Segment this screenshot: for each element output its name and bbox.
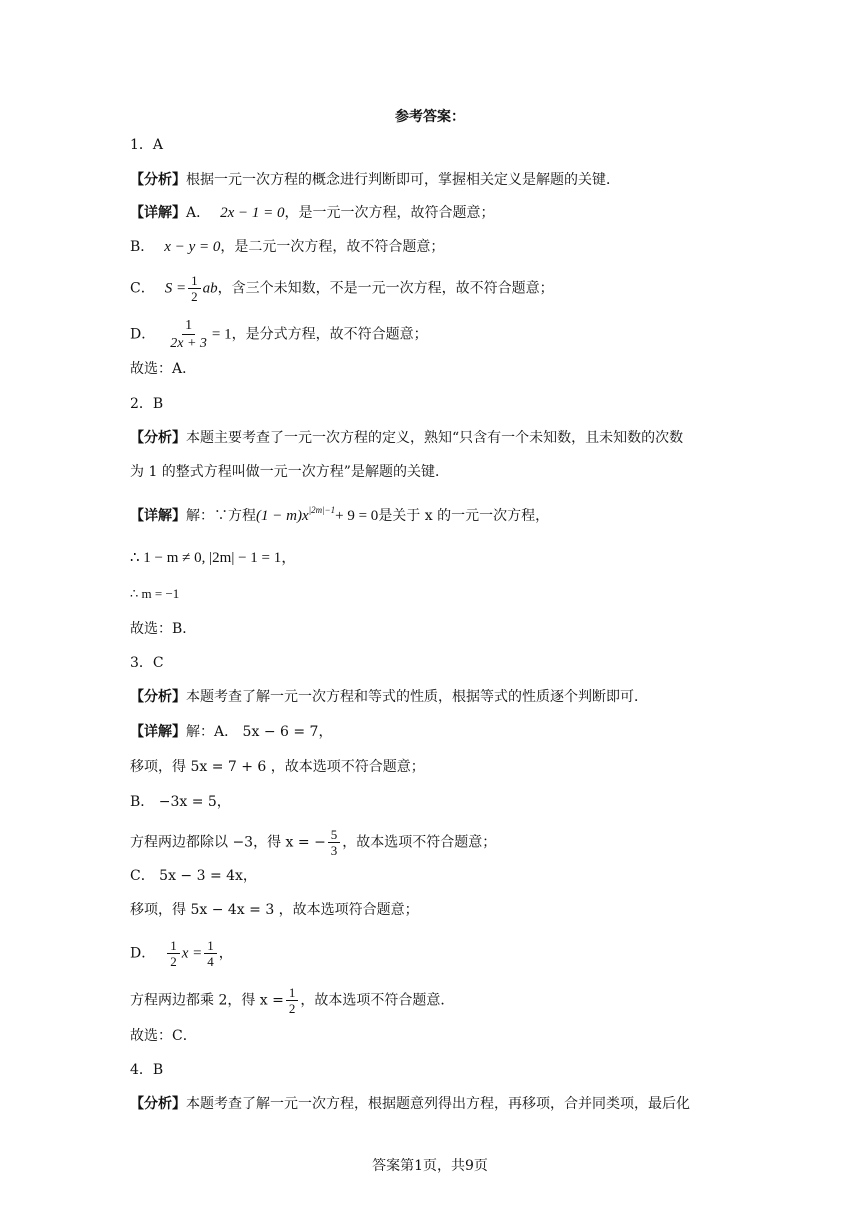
analysis-tag: 【分析】 xyxy=(130,1096,186,1112)
q4-number: 4．B xyxy=(130,1062,164,1078)
q1-number: 1．A xyxy=(130,137,164,153)
q2-analysis-2: 为 1 的整式方程叫做一元一次方程”是解题的关键． xyxy=(130,464,449,480)
detail-tag: 【详解】 xyxy=(130,724,186,740)
text-pre: 方程两边都乘 2，得 x = xyxy=(130,992,284,1009)
q2-detail xyxy=(130,500,549,526)
fraction xyxy=(286,985,299,1016)
text-pre: 方程两边都除以 −3，得 x = − xyxy=(130,834,326,851)
q2-step-2: ∴ m = −1 xyxy=(130,586,180,601)
text-post: ，故本选项不符合题意； xyxy=(342,834,497,851)
equation-right: ab xyxy=(202,280,218,297)
equation: x − y = 0 xyxy=(164,239,221,255)
q3-c-line: C． 5x − 3 = 4x， xyxy=(130,868,257,884)
q1-option-b xyxy=(130,237,444,257)
page-footer: 答案第1页，共9页 xyxy=(372,1158,488,1174)
detail-post: 是关于 x 的一元一次方程， xyxy=(378,508,550,524)
analysis-tag: 【分析】 xyxy=(130,172,186,188)
option-label: B． xyxy=(130,239,155,255)
option-text: ，是二元一次方程，故不符合题意； xyxy=(220,239,445,255)
fraction xyxy=(204,938,217,969)
fraction-denominator: 2 xyxy=(191,289,198,304)
analysis-text: 本题主要考查了一元一次方程的定义，熟知“只含有一个未知数，且未知数的次数 xyxy=(186,430,684,446)
fraction-numerator: 1 xyxy=(167,938,180,954)
q3-detail-a xyxy=(130,722,332,742)
fraction-numerator: 1 xyxy=(286,985,299,1001)
fraction-numerator: 1 xyxy=(182,317,195,335)
q1-analysis xyxy=(130,170,620,190)
fraction-denominator: 3 xyxy=(330,843,338,858)
q3-d-line xyxy=(130,938,233,969)
fraction xyxy=(167,938,180,969)
q3-c-move: 移项，得 5x − 4x = 3 ，故本选项符合题意； xyxy=(130,902,419,918)
fraction xyxy=(328,827,341,858)
q3-number: 3．C xyxy=(130,655,164,671)
q4-analysis xyxy=(130,1094,690,1114)
option-label: C． xyxy=(130,280,155,297)
q3-a-move: 移项，得 5x = 7 + 6 ，故本选项不符合题意； xyxy=(130,759,425,775)
q1-detail-a xyxy=(130,203,495,223)
equation-mid: x = xyxy=(181,945,203,962)
text-end: ， xyxy=(218,945,233,962)
q3-b-solve xyxy=(130,827,496,858)
fraction-numerator: 5 xyxy=(328,827,341,843)
fraction-denominator: 2 xyxy=(170,954,177,969)
page-title: 参考答案： xyxy=(395,109,465,125)
q1-option-c xyxy=(130,273,554,304)
analysis-text: 根据一元一次方程的概念进行判断即可，掌握相关定义是解题的关键． xyxy=(186,172,620,188)
fraction-numerator: 1 xyxy=(188,273,201,289)
detail-tag: 【详解】 xyxy=(130,205,186,221)
detail-pre: 解：∵方程 xyxy=(186,508,256,524)
equation-tail: + 9 = 0 xyxy=(335,508,379,524)
analysis-tag: 【分析】 xyxy=(130,689,186,705)
q2-number: 2．B xyxy=(130,396,164,412)
equation: (1 − m)x xyxy=(256,508,309,524)
equation-right: = 1 xyxy=(211,326,232,343)
equation-left: S = xyxy=(164,280,187,297)
analysis-text: 本题考查了解一元一次方程和等式的性质，根据等式的性质逐个判断即可． xyxy=(186,689,648,705)
q2-analysis-1 xyxy=(130,428,683,448)
q3-d-solve xyxy=(130,985,454,1016)
fraction-denominator: 4 xyxy=(207,954,214,969)
q2-step-1: ∴ 1 − m ≠ 0, |2m| − 1 = 1， xyxy=(130,550,297,566)
q3-b-line: B． −3x = 5， xyxy=(130,794,231,810)
option-text: ，含三个未知数，不是一元一次方程，故不符合题意； xyxy=(217,280,554,297)
option-text: ，是分式方程，故不符合题意； xyxy=(231,326,428,343)
fraction-denominator: 2 xyxy=(288,1001,296,1016)
option-label: D． xyxy=(130,945,156,962)
q1-choice: 故选：A． xyxy=(130,361,197,377)
text-post: ，故本选项不符合题意． xyxy=(300,992,455,1009)
detail-text: 解：A． 5x − 6 = 7， xyxy=(186,724,333,740)
fraction xyxy=(188,273,201,304)
fraction-denominator: 2x + 3 xyxy=(170,336,207,351)
analysis-tag: 【分析】 xyxy=(130,430,186,446)
exponent: |2m|−1 xyxy=(308,505,336,515)
q1-option-d xyxy=(130,317,428,352)
q3-choice: 故选：C． xyxy=(130,1028,197,1044)
fraction xyxy=(167,317,210,352)
q2-choice: 故选：B． xyxy=(130,621,197,637)
option-text: ，是一元一次方程，故符合题意； xyxy=(284,205,495,221)
option-label: D． xyxy=(130,326,156,343)
q3-analysis xyxy=(130,687,648,707)
analysis-text: 本题考查了解一元一次方程，根据题意列得出方程，再移项，合并同类项，最后化 xyxy=(186,1096,690,1112)
fraction-numerator: 1 xyxy=(204,938,217,954)
option-label: A． xyxy=(186,205,211,221)
equation: 2x − 1 = 0 xyxy=(220,205,285,221)
detail-tag: 【详解】 xyxy=(130,508,186,524)
